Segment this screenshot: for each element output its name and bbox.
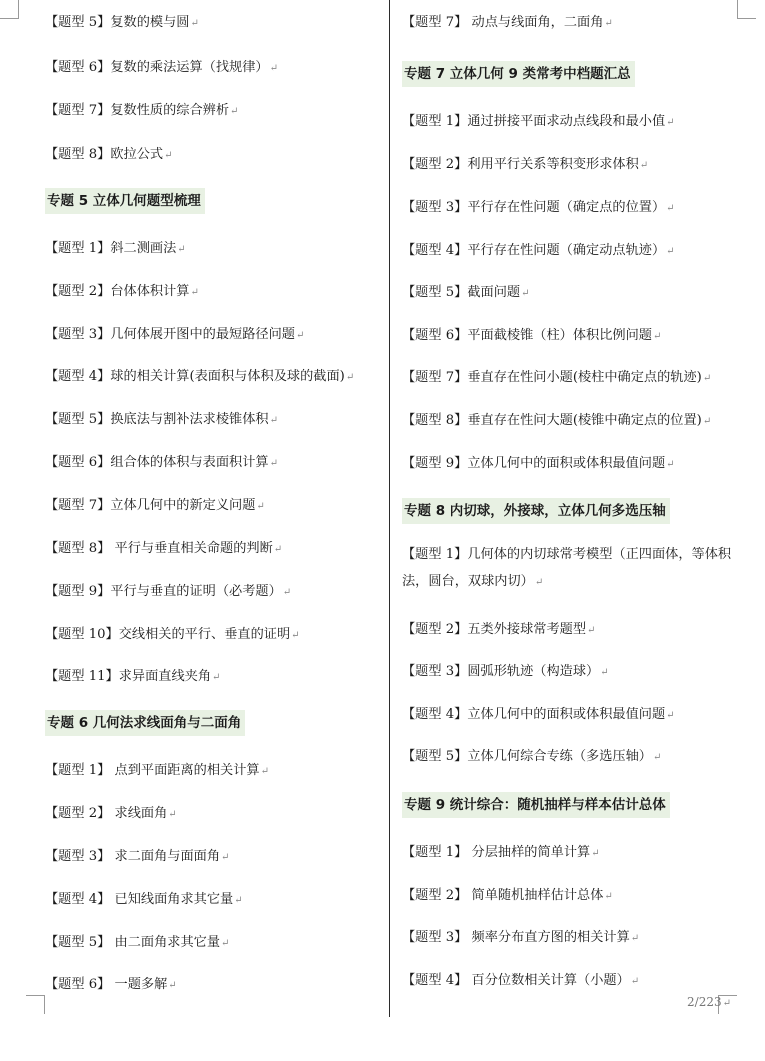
- paragraph-mark: ↵: [666, 246, 675, 257]
- entry-text: 【题型 8】欧拉公式: [45, 147, 164, 162]
- paragraph-mark: ↵: [630, 976, 640, 987]
- entry-text: 【题型 6】平面截棱锥（柱）体积比例问题: [402, 328, 652, 343]
- entry-text: 【题型 1】 点到平面距离的相关计算: [45, 763, 260, 778]
- entry-text: 专题 6 几何法求线面角与二面角: [47, 715, 242, 731]
- entry-text: 【题型 5】立体几何综合专练（多选压轴）: [402, 749, 652, 764]
- toc-entry[interactable]: [402, 412, 711, 431]
- entry-text: 【题型 3】 频率分布直方图的相关计算: [402, 930, 630, 945]
- entry-text: 【题型 2】五类外接球常考题型: [402, 622, 587, 637]
- crop-mark-top-left: [0, 0, 19, 19]
- paragraph-mark: ↵: [168, 809, 177, 820]
- entry-text: 专题 7 立体几何 9 类常考中档题汇总: [404, 66, 631, 82]
- entry-text: 【题型 3】圆弧形轨迹（构造球）: [402, 664, 600, 679]
- paragraph-mark: ↵: [291, 630, 300, 641]
- paragraph-mark: ↵: [212, 672, 221, 683]
- entry-text: 【题型 10】交线相关的平行、垂直的证明: [45, 627, 291, 642]
- paragraph-mark: ↵: [630, 933, 640, 944]
- paragraph-mark: ↵: [269, 458, 278, 469]
- entry-text: 【题型 3】几何体展开图中的最短路径问题: [45, 327, 295, 342]
- column-divider: [389, 0, 390, 1017]
- entry-text: 【题型 3】平行存在性问题（确定点的位置）: [402, 200, 666, 215]
- paragraph-mark: ↵: [666, 710, 675, 721]
- entry-text: 专题 9 统计综合：随机抽样与样本估计总体: [404, 797, 666, 813]
- toc-entry[interactable]: [45, 326, 304, 345]
- paragraph-mark: ↵: [221, 938, 230, 949]
- paragraph-mark: ↵: [260, 766, 269, 777]
- entry-text: 【题型 9】立体几何中的面积或体积最值问题: [402, 456, 666, 471]
- toc-entry[interactable]: [402, 663, 609, 682]
- toc-entry[interactable]: [45, 368, 354, 387]
- paragraph-mark: ↵: [273, 544, 283, 555]
- toc-entry[interactable]: [402, 748, 661, 767]
- entry-text: 【题型 4】 百分位数相关计算（小题）: [402, 973, 630, 988]
- page-number: [687, 995, 731, 1009]
- paragraph-mark: ↵: [221, 852, 230, 863]
- paragraph-mark: ↵: [702, 373, 712, 384]
- page-number-text: 2/223: [687, 995, 722, 1009]
- toc-entry[interactable]: [45, 240, 186, 259]
- entry-text: 【题型 4】立体几何中的面积或体积最值问题: [402, 707, 666, 722]
- toc-entry[interactable]: [45, 805, 177, 824]
- entry-text: 【题型 5】 由二面角求其它量: [45, 935, 221, 950]
- toc-entry[interactable]: [402, 706, 675, 725]
- paragraph-mark: ↵: [639, 160, 649, 171]
- toc-entry[interactable]: [45, 668, 220, 687]
- toc-entry[interactable]: [45, 583, 291, 602]
- entry-text: 【题型 7】复数性质的综合辨析: [45, 103, 230, 118]
- entry-text: 【题型 7】 动点与线面角，二面角: [402, 15, 604, 30]
- toc-entry[interactable]: [402, 14, 613, 33]
- paragraph-mark: ↵: [604, 891, 613, 902]
- entry-text: 【题型 6】复数的乘法运算（找规律）: [45, 60, 269, 75]
- entry-text: 【题型 2】利用平行关系等积变形求体积: [402, 157, 639, 172]
- toc-entry[interactable]: [45, 934, 229, 953]
- entry-text: 【题型 4】 已知线面角求其它量: [45, 892, 234, 907]
- paragraph-mark: ↵: [666, 203, 675, 214]
- toc-entry[interactable]: [402, 844, 600, 863]
- section-heading[interactable]: [45, 710, 245, 736]
- paragraph-mark: ↵: [234, 895, 243, 906]
- paragraph-mark: ↵: [604, 18, 613, 29]
- paragraph-mark: ↵: [168, 980, 177, 991]
- paragraph-mark: ↵: [256, 501, 265, 512]
- toc-entry[interactable]: [402, 156, 648, 175]
- section-heading[interactable]: [45, 188, 205, 214]
- entry-text: 【题型 8】垂直存在性问大题(棱锥中确定点的位置): [402, 413, 702, 428]
- toc-entry[interactable]: [45, 626, 300, 645]
- paragraph-mark: ↵: [164, 150, 173, 161]
- toc-entry[interactable]: [45, 146, 172, 165]
- entry-text: 【题型 3】 求二面角与面面角: [45, 849, 221, 864]
- toc-entry[interactable]: [45, 411, 278, 430]
- paragraph-mark: ↵: [345, 372, 355, 383]
- crop-mark-top-right: [737, 0, 756, 19]
- paragraph-mark: ↵: [190, 287, 199, 298]
- section-heading[interactable]: [402, 61, 635, 87]
- entry-text: 【题型 7】立体几何中的新定义问题: [45, 498, 256, 513]
- toc-entry[interactable]: [402, 327, 661, 346]
- entry-text: 【题型 8】 平行与垂直相关命题的判断: [45, 541, 273, 556]
- toc-entry[interactable]: [402, 541, 742, 596]
- section-heading[interactable]: [402, 498, 670, 524]
- entry-text: 【题型 1】通过拼接平面求动点线段和最小值: [402, 114, 666, 129]
- toc-entry[interactable]: [45, 540, 282, 559]
- entry-text: 【题型 1】 分层抽样的简单计算: [402, 845, 591, 860]
- paragraph-mark: ↵: [666, 117, 675, 128]
- entry-text: 【题型 7】垂直存在性问小题(棱柱中确定点的轨迹): [402, 370, 702, 385]
- crop-mark-bottom-left: [26, 995, 45, 1014]
- toc-entry[interactable]: [45, 848, 229, 867]
- toc-entry[interactable]: [45, 14, 199, 33]
- paragraph-mark: ↵: [521, 288, 530, 299]
- toc-entry[interactable]: [402, 284, 529, 303]
- paragraph-mark: ↵: [591, 848, 600, 859]
- toc-entry[interactable]: [45, 102, 238, 121]
- entry-text: 【题型 9】平行与垂直的证明（必考题）: [45, 584, 282, 599]
- toc-entry[interactable]: [402, 972, 639, 991]
- paragraph-mark: ↵: [722, 998, 731, 1009]
- entry-text: 【题型 2】 简单随机抽样估计总体: [402, 888, 604, 903]
- entry-text: 【题型 1】几何体的内切球常考模型（正四面体，等体积法，圆台，双球内切）: [402, 547, 732, 589]
- entry-text: 【题型 5】截面问题: [402, 285, 521, 300]
- paragraph-mark: ↵: [702, 416, 712, 427]
- entry-text: 【题型 5】复数的模与圆: [45, 15, 190, 30]
- entry-text: 【题型 6】 一题多解: [45, 977, 168, 992]
- paragraph-mark: ↵: [534, 577, 544, 588]
- paragraph-mark: ↵: [587, 625, 596, 636]
- section-heading[interactable]: [402, 792, 670, 818]
- paragraph-mark: ↵: [295, 330, 305, 341]
- toc-entry[interactable]: [402, 455, 675, 474]
- toc-entry[interactable]: [402, 113, 675, 132]
- toc-entry[interactable]: [402, 929, 639, 948]
- toc-entry[interactable]: [402, 621, 595, 640]
- toc-entry[interactable]: [45, 283, 199, 302]
- entry-text: 专题 8 内切球，外接球，立体几何多选压轴: [404, 503, 666, 519]
- entry-text: 【题型 4】平行存在性问题（确定动点轨迹）: [402, 243, 666, 258]
- toc-entry[interactable]: [402, 887, 613, 906]
- paragraph-mark: ↵: [652, 331, 662, 342]
- toc-entry[interactable]: [402, 369, 711, 388]
- toc-entry[interactable]: [45, 976, 177, 995]
- paragraph-mark: ↵: [666, 459, 675, 470]
- paragraph-mark: ↵: [269, 63, 278, 74]
- paragraph-mark: ↵: [190, 18, 199, 29]
- entry-text: 【题型 1】斜二测画法: [45, 241, 177, 256]
- entry-text: 【题型 6】组合体的体积与表面积计算: [45, 455, 269, 470]
- entry-text: 【题型 4】球的相关计算(表面积与体积及球的截面): [45, 369, 345, 384]
- entry-text: 【题型 11】求异面直线夹角: [45, 669, 212, 684]
- toc-entry[interactable]: [45, 59, 278, 78]
- toc-entry[interactable]: [45, 762, 269, 781]
- paragraph-mark: ↵: [282, 587, 292, 598]
- entry-text: 专题 5 立体几何题型梳理: [47, 193, 201, 209]
- entry-text: 【题型 5】换底法与割补法求棱锥体积: [45, 412, 269, 427]
- toc-entry[interactable]: [45, 891, 243, 910]
- toc-entry[interactable]: [402, 199, 675, 218]
- paragraph-mark: ↵: [230, 106, 239, 117]
- entry-text: 【题型 2】 求线面角: [45, 806, 168, 821]
- paragraph-mark: ↵: [652, 752, 662, 763]
- toc-entry[interactable]: [402, 242, 675, 261]
- entry-text: 【题型 2】台体体积计算: [45, 284, 190, 299]
- paragraph-mark: ↵: [269, 415, 278, 426]
- paragraph-mark: ↵: [177, 244, 186, 255]
- toc-entry[interactable]: [45, 454, 278, 473]
- toc-entry[interactable]: [45, 497, 265, 516]
- paragraph-mark: ↵: [600, 667, 609, 678]
